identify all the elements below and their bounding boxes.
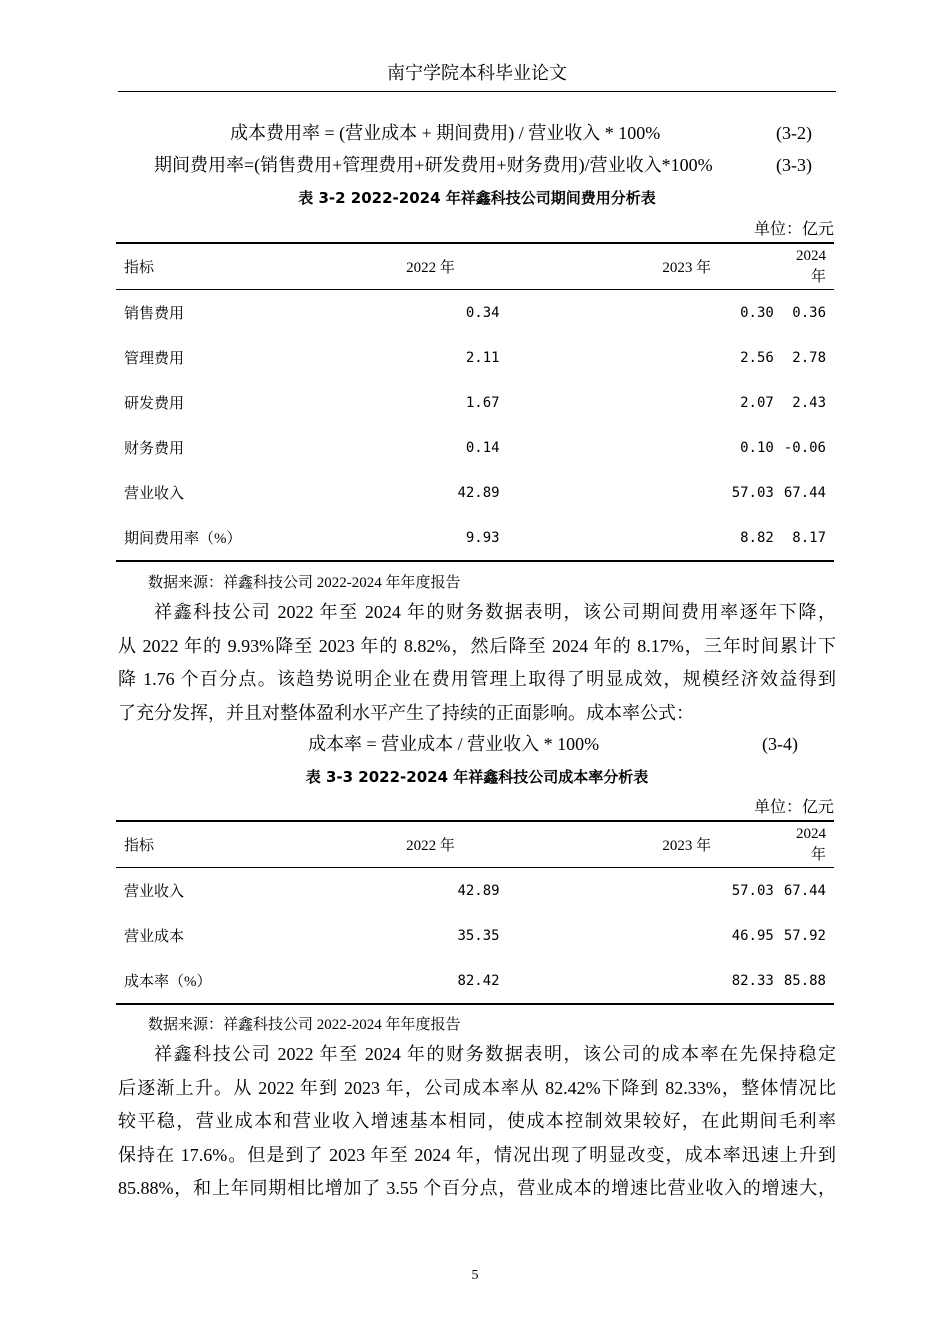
- paragraph-line: 了充分发挥，并且对整体盈利水平产生了持续的正面影响。成本率公式：: [118, 702, 694, 723]
- header-cell: 指标: [116, 243, 281, 290]
- row-label: 财务费用: [124, 441, 185, 457]
- table-cell: -0.06: [783, 439, 826, 456]
- equation-number-3-2: (3-2): [776, 123, 812, 143]
- table-row: [116, 868, 834, 914]
- paragraph-line: 祥鑫科技公司 2022 年至 2024 年的财务数据表明，该公司的成本率在先保持稳定: [154, 1044, 836, 1064]
- table-cell: 0.36: [792, 304, 826, 321]
- table-cell: 0.30: [740, 304, 774, 321]
- table-cell: 2.78: [792, 349, 826, 366]
- table-cell: 2.11: [465, 349, 500, 366]
- table-header-row: [116, 821, 834, 868]
- formula-3-3: 期间费用率=(销售费用+管理费用+研发费用+财务费用)/营业收入*100%: [154, 155, 713, 175]
- header-cell: 2022 年: [281, 821, 509, 868]
- table-row: [116, 470, 834, 515]
- table-cell: 0.10: [740, 439, 774, 456]
- row-label: 期间费用率（%）: [116, 515, 281, 561]
- table-cell: 85.88: [784, 958, 834, 1004]
- table-cell: 42.89: [457, 484, 500, 501]
- table-cell: 82.42: [281, 958, 509, 1004]
- header-cell: 2024 年: [784, 243, 834, 290]
- table-cell: 1.67: [465, 394, 500, 411]
- table-row: [116, 913, 834, 958]
- table-row: [116, 515, 834, 561]
- page-header-title: 南宁学院本科毕业论文: [387, 63, 567, 83]
- table-3-2-source: 数据来源：祥鑫科技公司 2022-2024 年年度报告: [148, 575, 461, 591]
- formula-3-2: 成本费用率 = (营业成本 + 期间费用) / 营业收入 * 100%: [230, 123, 661, 143]
- table-cell: 46.95: [731, 927, 774, 944]
- table-cell: 67.44: [783, 882, 826, 899]
- row-label: 管理费用: [124, 351, 185, 367]
- table-cell: 2.56: [740, 349, 774, 366]
- table-row: [116, 380, 834, 425]
- paragraph-line: 较平稳，营业成本和营业收入增速基本相同，使成本控制效果较好，在此期间毛利率: [118, 1111, 836, 1131]
- table-3-3-source: 数据来源：祥鑫科技公司 2022-2024 年年度报告: [148, 1017, 461, 1033]
- row-label: 营业成本: [124, 929, 185, 945]
- table-cell: 57.92: [783, 927, 826, 944]
- header-cell: 2022 年: [281, 243, 509, 290]
- table-cell: 82.33: [510, 958, 784, 1004]
- row-label: 营业收入: [124, 486, 185, 502]
- equation-number-3-3: (3-3): [776, 155, 812, 175]
- table-cell: 57.03: [731, 882, 774, 899]
- table-cell: 35.35: [457, 927, 500, 944]
- table-3-3-unit: 单位：亿元: [753, 799, 834, 816]
- table-3-2-unit: 单位：亿元: [753, 221, 834, 238]
- page-number: 5: [471, 1268, 479, 1283]
- table-row: [116, 425, 834, 470]
- table-3-2: [116, 242, 834, 562]
- row-label: 销售费用: [124, 306, 185, 322]
- table-cell: 8.82: [510, 515, 784, 561]
- row-label: 营业收入: [124, 884, 185, 900]
- header-cell: 2024 年: [784, 821, 834, 868]
- table-cell: 0.14: [465, 439, 500, 456]
- paragraph-line: 85.88%，和上年同期相比增加了 3.55 个百分点，营业成本的增速比营业收入的增速大，: [118, 1178, 836, 1198]
- table-cell: 2.43: [792, 394, 826, 411]
- table-cell: 42.89: [457, 882, 500, 899]
- paragraph-line: 保持在 17.6%。但是到了 2023 年至 2024 年，情况出现了明显改变，成本率迅速上升到: [118, 1144, 836, 1165]
- table-3-2-caption: 表 3-2 2022-2024 年祥鑫科技公司期间费用分析表: [298, 189, 656, 207]
- table-cell: 67.44: [783, 484, 826, 501]
- paragraph-line: 祥鑫科技公司 2022 年至 2024 年的财务数据表明，该公司期间费用率逐年下降，: [154, 602, 836, 622]
- table-row: [116, 290, 834, 336]
- header-cell: 2023 年: [510, 821, 784, 868]
- table-cell: 0.34: [465, 304, 500, 321]
- header-rule: [118, 91, 836, 92]
- row-label: 研发费用: [124, 396, 185, 412]
- table-3-3: [116, 820, 834, 1005]
- table-3-3-caption: 表 3-3 2022-2024 年祥鑫科技公司成本率分析表: [305, 768, 649, 786]
- paragraph-line: 从 2022 年的 9.93%降至 2023 年的 8.82%，然后降至 2024 年的 8.17%，三年时间累计下: [118, 635, 836, 656]
- table-row: [116, 958, 834, 1004]
- row-label: 成本率（%）: [116, 958, 281, 1004]
- paragraph-line: 降 1.76 个百分点。该趋势说明企业在费用管理上取得了明显成效，规模经济效益得到: [118, 669, 836, 689]
- equation-number-3-4: (3-4): [762, 734, 798, 754]
- paragraph-expense-rate: [118, 596, 836, 730]
- table-cell: 57.03: [731, 484, 774, 501]
- header-cell: 2023 年: [510, 243, 784, 290]
- formula-3-4: 成本率 = 营业成本 / 营业收入 * 100%: [308, 734, 600, 754]
- table-header-row: [116, 243, 834, 290]
- paragraph-line: 后逐渐上升。从 2022 年到 2023 年，公司成本率从 82.42%下降到 82.33%，整体情况比: [118, 1077, 836, 1098]
- paragraph-cost-rate: [118, 1038, 836, 1206]
- header-cell: 指标: [116, 821, 281, 868]
- table-cell: 9.93: [281, 515, 509, 561]
- table-row: [116, 335, 834, 380]
- table-cell: 2.07: [740, 394, 774, 411]
- table-cell: 8.17: [784, 515, 834, 561]
